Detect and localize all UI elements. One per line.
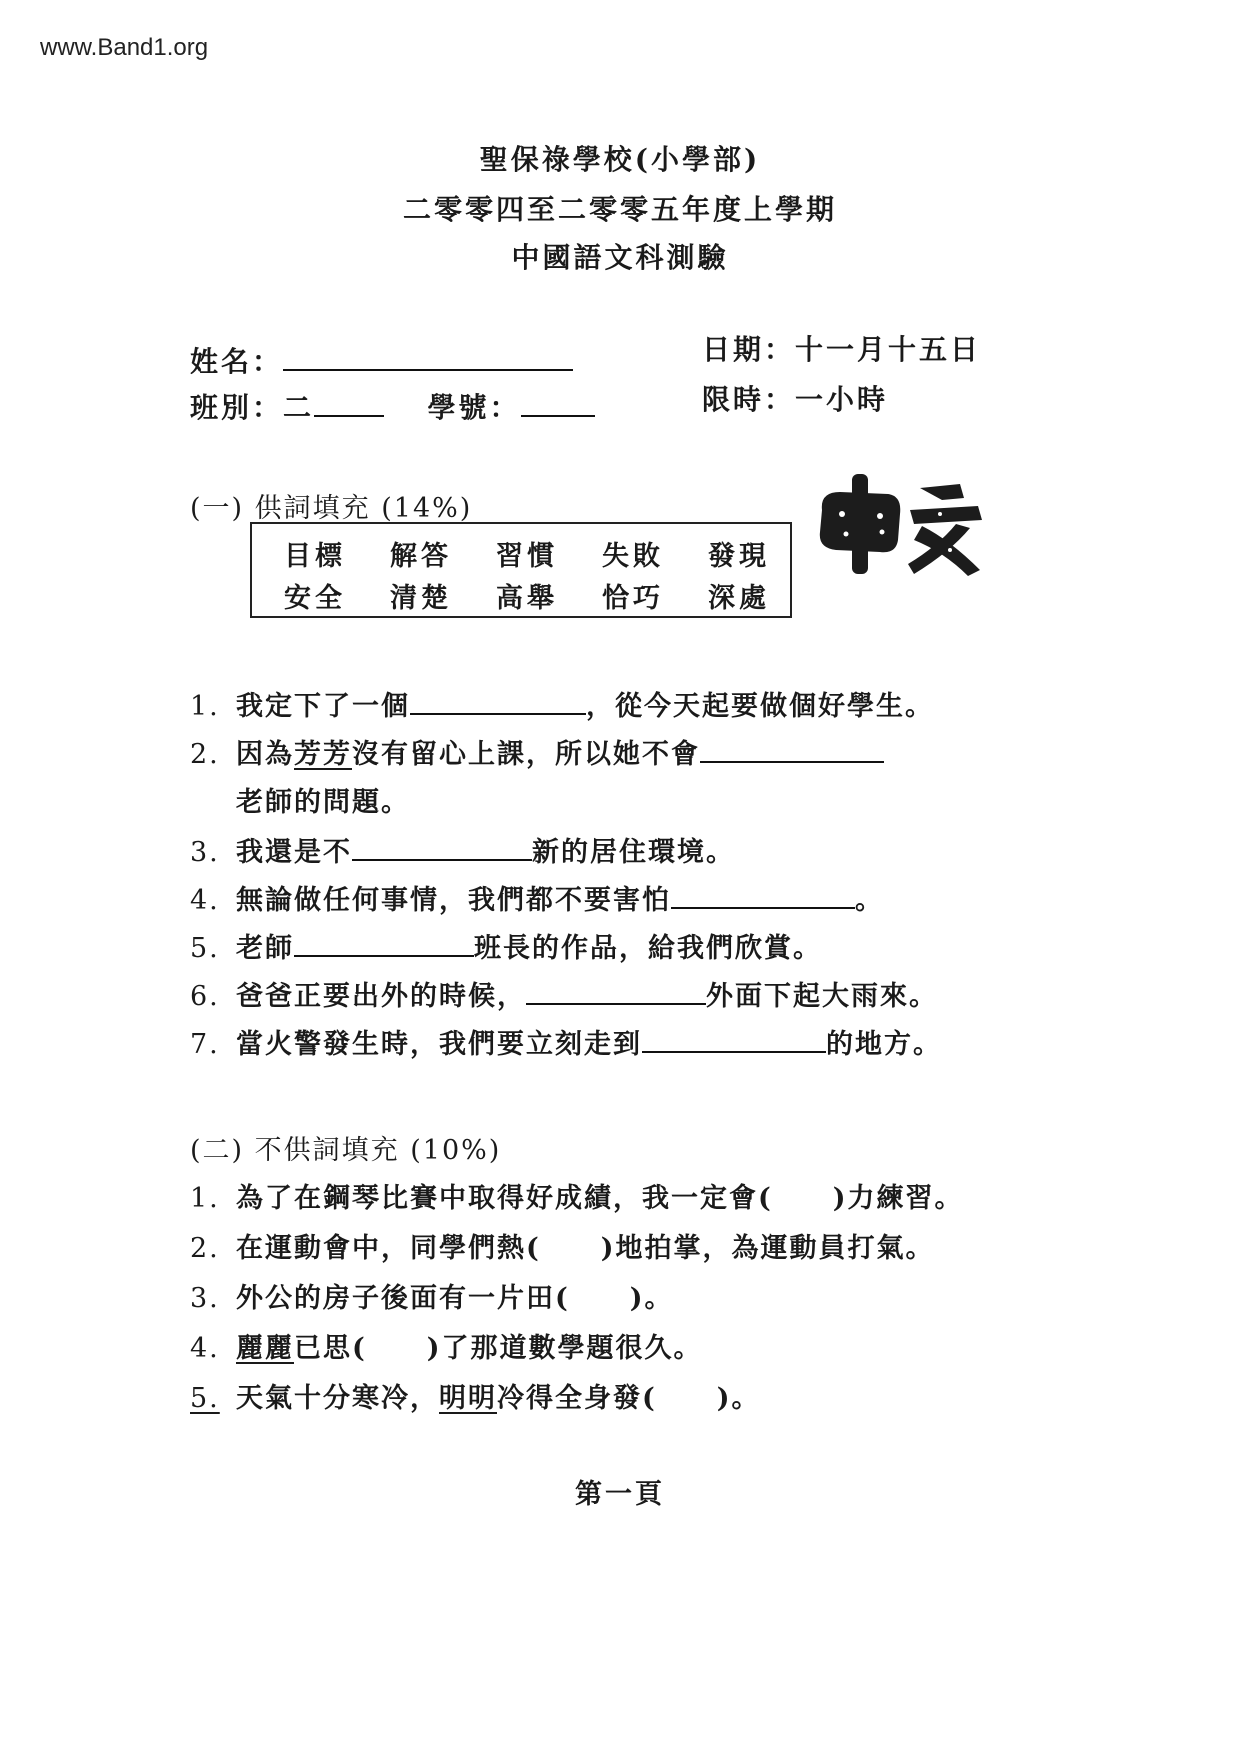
class-label: 班別：二 <box>190 391 315 424</box>
word-bank-item: 習慣 <box>496 541 558 572</box>
s2-question-4: 4. 麗麗已思( )了那道數學題很久。 <box>190 1333 703 1364</box>
s1-question-2-cont: 老師的問題。 <box>236 787 410 818</box>
s2-question-1: 1. 為了在鋼琴比賽中取得好成績，我一定會( )力練習。 <box>190 1183 964 1214</box>
student-no-blank <box>521 414 595 417</box>
word-bank-item: 發現 <box>708 541 770 572</box>
s1-question-4: 4. 無論做任何事情，我們都不要害怕 。 <box>190 885 884 916</box>
answer-blank <box>671 906 855 909</box>
word-bank-item: 清楚 <box>390 583 452 614</box>
s1-question-1: 1. 我定下了一個 ，從今天起要做個好學生。 <box>190 691 934 722</box>
website-watermark: www.Band1.org <box>40 34 209 61</box>
class-field <box>190 386 595 426</box>
s2-question-5: 5. 天氣十分寒冷，明明冷得全身發( )。 <box>190 1383 761 1414</box>
answer-blank <box>526 1002 706 1005</box>
school-name: 聖保祿學校(小學部) <box>479 143 761 176</box>
date-label: 日期：十一月十五日 <box>702 333 982 366</box>
word-bank-item: 失敗 <box>602 541 664 572</box>
word-bank-box <box>250 522 792 618</box>
subject-title: 中國語文科測驗 <box>511 241 729 274</box>
s1-question-3: 3. 我還是不 新的居住環境。 <box>190 837 735 868</box>
answer-blank <box>642 1050 826 1053</box>
word-bank-item: 恰巧 <box>602 583 664 614</box>
student-no-label: 學號： <box>427 391 521 424</box>
name-label: 姓名： <box>190 345 284 378</box>
s1-question-7: 7. 當火警發生時，我們要立刻走到 的地方。 <box>190 1029 942 1060</box>
word-bank-item: 目標 <box>284 541 346 572</box>
section2-title: (二) 不供詞填充 (10%) <box>190 1135 502 1166</box>
answer-blank <box>410 712 586 715</box>
name-field <box>190 340 573 380</box>
time-limit-label: 限時：一小時 <box>702 383 889 416</box>
answer-blank <box>294 954 474 957</box>
answer-blank <box>700 760 884 763</box>
s2-question-3: 3. 外公的房子後面有一片田( )。 <box>190 1283 674 1314</box>
s1-question-5: 5. 老師 班長的作品，給我們欣賞。 <box>190 933 822 964</box>
class-blank <box>314 414 384 417</box>
word-bank-item: 安全 <box>284 583 346 614</box>
word-bank-item: 高舉 <box>496 583 558 614</box>
s1-question-6: 6. 爸爸正要出外的時候， 外面下起大雨來。 <box>190 981 938 1012</box>
word-bank-item: 深處 <box>708 583 770 614</box>
section1-title: (一) 供詞填充 (14%) <box>190 493 473 524</box>
answer-blank <box>352 858 532 861</box>
term-title: 二零零四至二零零五年度上學期 <box>402 193 837 226</box>
word-bank-item: 解答 <box>390 541 452 572</box>
page-number: 第一頁 <box>575 1479 665 1510</box>
name-blank <box>283 368 573 371</box>
chinese-stamp-icon <box>810 470 990 580</box>
s2-question-2: 2. 在運動會中，同學們熱( )地拍掌，為運動員打氣。 <box>190 1233 935 1264</box>
s1-question-2: 2. 因為芳芳沒有留心上課，所以她不會 <box>190 732 884 771</box>
